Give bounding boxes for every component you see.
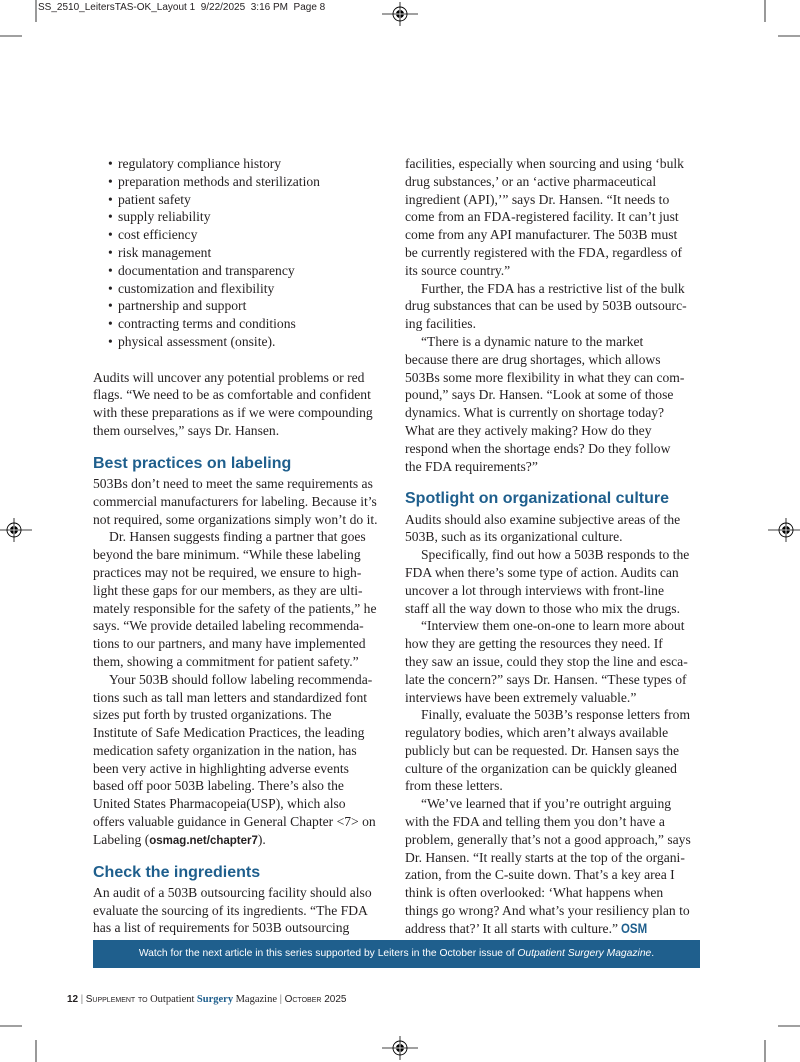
text-line: things go wrong? And what’s your resiliency plan to — [405, 903, 690, 919]
magazine-name-outpatient: Outpatient — [150, 994, 195, 1005]
text-line: 503Bs don’t need to meet the same requirements as — [93, 475, 373, 491]
paragraph — [93, 528, 386, 670]
text-line: 503Bs some more flexibility in what they can com- — [405, 369, 685, 385]
text-line: come from any API manufacturer. The 503B must — [405, 227, 678, 243]
paragraph — [405, 511, 701, 547]
text-line: dynamics. What is currently on shortage today? — [405, 405, 665, 421]
text-run: address that?’ It all starts with culture.” — [405, 920, 622, 936]
text-line: “We’ve learned that if you’re outright arguing — [421, 796, 672, 812]
bullet-marker: • — [108, 262, 113, 278]
text-line: says. “We provide detailed labeling recommenda- — [93, 618, 364, 634]
text-line: “Interview them one-on-one to learn more about — [421, 618, 685, 634]
bullet-item — [93, 244, 386, 262]
bullet-item — [93, 262, 386, 280]
text-line: facilities, especially when sourcing and using ‘bulk — [405, 156, 684, 171]
text-line: tions such as tall man letters and standardized font — [93, 689, 368, 705]
bullet-text: contracting terms and conditions — [118, 316, 296, 332]
text-line: come from an FDA-registered facility. It can’t just — [405, 209, 679, 225]
paragraph — [405, 617, 701, 706]
footer-separator: | — [80, 994, 84, 1005]
page-number: 12 — [67, 994, 79, 1005]
bullet-text: partnership and support — [118, 298, 247, 314]
text-line: Audits should also examine subjective areas of the — [405, 511, 681, 527]
bullet-marker: • — [108, 280, 113, 296]
text-run: ). — [257, 831, 266, 847]
paragraph — [405, 280, 701, 333]
text-line: from these letters. — [405, 778, 503, 794]
text-line: because there are drug shortages, which allows — [405, 351, 661, 367]
text-line: offers valuable guidance in General Chapter <7> on — [93, 814, 376, 830]
text-line: has a list of requirements for 503B outsourcing — [93, 920, 350, 936]
text-line: Specifically, find out how a 503B responds to the — [421, 547, 690, 563]
text-line: medication safety organization in the nation, has — [93, 742, 357, 758]
paragraph — [405, 333, 701, 475]
text-line: zation, from the C-suite down. That’s a key area I — [405, 867, 675, 883]
series-banner — [93, 940, 700, 968]
paragraph — [93, 369, 386, 440]
bullet-list — [93, 155, 386, 351]
text-line: how they are getting the resources they need. If — [405, 636, 663, 652]
banner-text-end: . — [651, 948, 655, 959]
registration-mark-right — [768, 518, 800, 542]
article-column-right — [405, 155, 701, 938]
supplement-label: Supplement to — [85, 994, 148, 1005]
text-line: evaluate the sourcing of its ingredients. “The FDA — [93, 902, 368, 918]
bullet-text: cost efficiency — [118, 227, 198, 243]
text-line: problem, generally that’s not a good approach,” says — [405, 831, 691, 847]
text-line: think is often overlooked: ‘What happens when — [405, 885, 664, 901]
paragraph — [405, 795, 701, 937]
bullet-text: patient safety — [118, 191, 191, 207]
magazine-name-magazine: Magazine — [235, 994, 277, 1005]
text-line: respond when the shortage ends? Do they follow — [405, 440, 671, 456]
bullet-marker: • — [108, 191, 113, 207]
bullet-text: preparation methods and sterilization — [118, 173, 320, 189]
text-line: drug substances that can be used by 503B outsourc- — [405, 298, 687, 314]
bullet-item — [93, 155, 386, 173]
bullet-item — [93, 208, 386, 226]
magazine-name-surgery: Surgery — [196, 994, 234, 1005]
text-line: Dr. Hansen suggests finding a partner that goes — [109, 529, 366, 545]
text-line: mately responsible for the safety of the patients,” he — [93, 600, 377, 616]
bullet-item — [93, 297, 386, 315]
text-line: beyond the bare minimum. “While these labeling — [93, 547, 361, 563]
text-line: late the concern?” says Dr. Hansen. “These types of — [405, 671, 687, 687]
text-line: practices may not be required, we ensure to high- — [93, 564, 362, 580]
text-line: based off poor 503B labeling. There’s also the — [93, 778, 344, 794]
text-line: them, showing a commitment for patient safety.” — [93, 653, 359, 669]
text-line — [405, 920, 701, 938]
section-heading: Spotlight on organizational culture — [405, 490, 669, 508]
text-line: tions to our partners, and many have implemented — [93, 636, 366, 652]
paragraph — [405, 546, 701, 617]
text-line: flags. “We need to be as comfortable and confident — [93, 387, 371, 403]
registration-mark-left — [0, 518, 32, 542]
text-line: sizes put forth by trusted organizations. The — [93, 707, 332, 723]
text-line: staff all the way down to those who mix the drugs. — [405, 600, 680, 616]
text-line: culture of the organization can be quickly gleaned — [405, 760, 677, 776]
bullet-marker: • — [108, 333, 113, 349]
bullet-text: risk management — [118, 244, 212, 260]
banner-text: Watch for the next article in this series supported by Leiters in the October issue of — [138, 948, 518, 959]
text-line: be currently registered with the FDA, regardless of — [405, 244, 683, 260]
text-line: Dr. Hansen. “It really starts at the top of the organi- — [405, 849, 685, 865]
page-footer — [67, 993, 346, 1007]
bullet-marker: • — [108, 173, 113, 189]
text-line: uncover a lot through interviews with front-line — [405, 582, 664, 598]
bullet-marker: • — [108, 316, 113, 332]
text-line: interviews have been extremely valuable.” — [405, 689, 637, 705]
text-line: What are they actively making? How do they — [405, 422, 652, 438]
text-line: them ourselves,” says Dr. Hansen. — [93, 422, 280, 438]
bullet-marker: • — [108, 156, 113, 171]
text-line: Further, the FDA has a restrictive list of the bulk — [421, 280, 685, 296]
print-slug: SS_2510_LeitersTAS-OK_Layout 1 9/22/2025 3:16 PM Page 8 — [38, 2, 326, 13]
text-line: “There is a dynamic nature to the market — [421, 333, 644, 349]
text-line: ing facilities. — [405, 316, 476, 332]
text-line: Institute of Safe Medication Practices, the leading — [93, 725, 365, 741]
section-heading: Best practices on labeling — [93, 454, 292, 472]
bullet-marker: • — [108, 298, 113, 314]
section-heading: Check the ingredients — [93, 863, 261, 881]
text-line: the FDA requirements?” — [405, 458, 538, 474]
paragraph — [93, 671, 386, 849]
text-line: An audit of a 503B outsourcing facility should also — [93, 884, 372, 900]
text-line: with the FDA and telling them you don’t have a — [405, 814, 665, 830]
text-line: not required, some organizations simply won’t do it. — [93, 511, 378, 527]
text-line — [93, 831, 386, 849]
text-line: United States Pharmacopeia(USP), which also — [93, 796, 346, 812]
text-line: drug substances,’ or an ‘active pharmaceutical — [405, 173, 657, 189]
bullet-text: documentation and transparency — [118, 262, 295, 278]
bullet-item — [93, 280, 386, 298]
bullet-text: regulatory compliance history — [118, 156, 282, 171]
osm-logo: OSM — [621, 919, 648, 936]
text-line: publicly but can be requested. Dr. Hansen says the — [405, 742, 680, 758]
text-line: FDA when there’s some type of action. Audits can — [405, 564, 679, 580]
banner-magazine-title: Outpatient Surgery Magazine — [517, 948, 652, 959]
text-line: Audits will uncover any potential problems or red — [93, 369, 365, 385]
text-line: Your 503B should follow labeling recommenda- — [109, 671, 373, 687]
paragraph — [405, 155, 701, 280]
bullet-marker: • — [108, 244, 113, 260]
text-line: its source country.” — [405, 262, 511, 278]
bullet-item — [93, 315, 386, 333]
chapter-url: osmag.net/chapter7 — [149, 834, 258, 847]
bullet-item — [93, 226, 386, 244]
bullet-marker: • — [108, 209, 113, 225]
bullet-text: physical assessment (onsite). — [118, 333, 276, 349]
bullet-marker: • — [108, 227, 113, 243]
bullet-item — [93, 173, 386, 191]
paragraph — [93, 475, 386, 528]
paragraph — [405, 706, 701, 795]
text-line: commercial manufacturers for labeling. Because it’s — [93, 493, 377, 509]
text-line: they saw an issue, could they stop the line and esca- — [405, 653, 688, 669]
text-line: ingredient (API),’” says Dr. Hansen. “It needs to — [405, 191, 670, 207]
bullet-item — [93, 191, 386, 209]
bullet-text: customization and flexibility — [118, 280, 275, 296]
text-run: Labeling ( — [93, 831, 150, 847]
footer-separator: | — [279, 994, 283, 1005]
registration-mark-top — [382, 2, 418, 26]
text-line: pound,” says Dr. Hansen. “Look at some of those — [405, 387, 674, 403]
text-line: light these gaps for our members, as they are ulti- — [93, 582, 363, 598]
bullet-text: supply reliability — [118, 209, 211, 225]
issue-date: October 2025 — [284, 994, 347, 1005]
text-line: regulatory bodies, which aren’t always available — [405, 725, 669, 741]
text-line: 503B, such as its organizational culture. — [405, 529, 623, 545]
text-line: Finally, evaluate the 503B’s response letters from — [421, 707, 691, 723]
text-line: with these preparations as if we were compounding — [93, 405, 373, 421]
paragraph — [93, 884, 386, 937]
article-column-left — [93, 155, 386, 937]
registration-mark-bottom — [382, 1036, 418, 1060]
bullet-item — [93, 333, 386, 351]
text-line: been very active in highlighting adverse events — [93, 760, 349, 776]
